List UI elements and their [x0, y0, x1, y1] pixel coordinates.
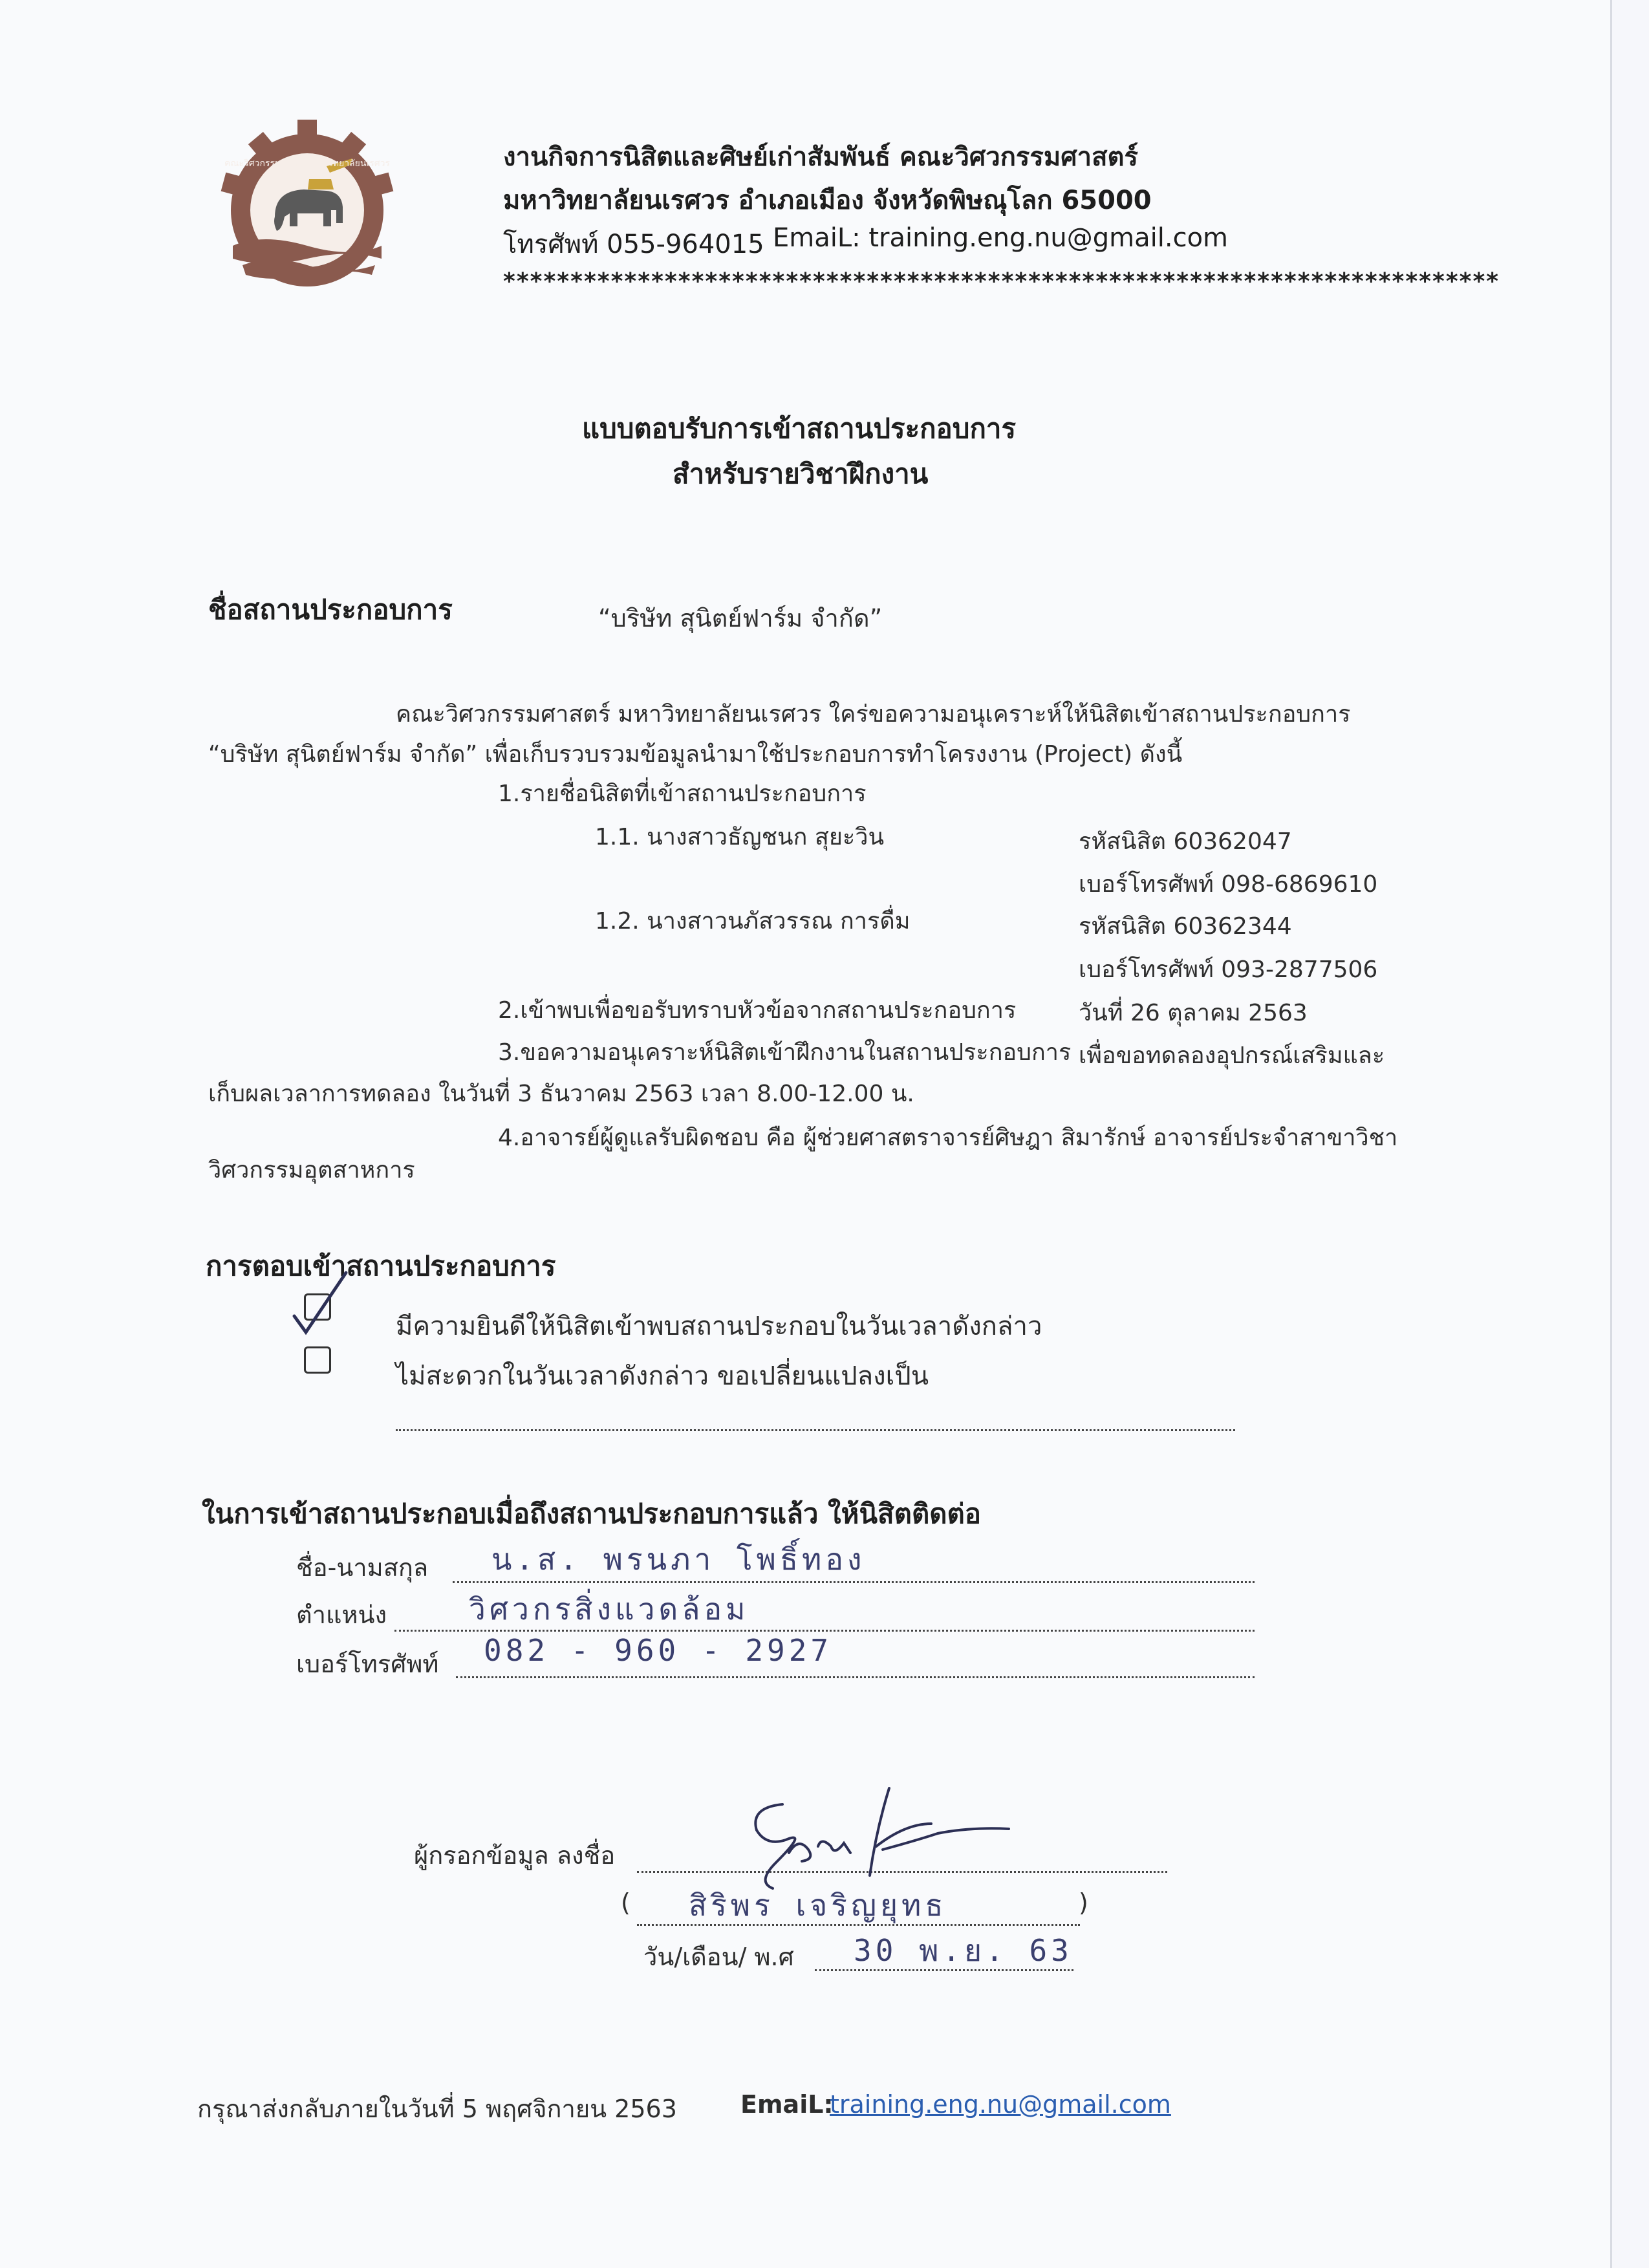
- contact-name-value[interactable]: น.ส. พรนภา โพธิ์ทอง: [491, 1542, 866, 1577]
- contact-position-value[interactable]: วิศวกรสิ่งแวดล้อม: [469, 1592, 749, 1626]
- date-label: วัน/เดือน/ พ.ศ: [643, 1943, 794, 1971]
- item2-date: วันที่ 26 ตุลาคม 2563: [1079, 1000, 1308, 1026]
- item4-text-a: 4.อาจารย์ผู้ดูแลรับผิดชอบ คือ ผู้ช่วยศาสตราจารย์ศิษฎา สิมารักษ์ อาจารย์ประจำสาขาวิชา: [498, 1125, 1398, 1151]
- option2-checkbox[interactable]: [304, 1346, 331, 1374]
- intro-line2: “บริษัท สุนิตย์ฟาร์ม จำกัด” เพื่อเก็บรวบรวมข้อมูลนำมาใช้ประกอบการทำโครงงาน (Project) ดังนี้: [208, 741, 1183, 768]
- intro-line1: คณะวิศวกรรมศาสตร์ มหาวิทยาลัยนเรศวร ใคร่ขอความอนุเคราะห์ให้นิสิตเข้าสถานประกอบการ: [396, 701, 1351, 728]
- footer-email-label: EmaiL:: [740, 2090, 834, 2119]
- gear-elephant-logo-icon: [213, 120, 401, 301]
- contact-phone-label: เบอร์โทรศัพท์: [296, 1650, 439, 1678]
- student1-name: 1.1. นางสาวธัญชนก สุยะวิน: [595, 824, 885, 850]
- student2-name: 1.2. นางสาวนภัสวรรณ การดื่ม: [595, 908, 911, 934]
- form-subtitle: สำหรับรายวิชาฝึกงาน: [673, 458, 929, 490]
- option2-label: ไม่สะดวกในวันเวลาดังกล่าว ขอเปลี่ยนแปลงเป็น: [396, 1361, 929, 1391]
- option2-fill-line[interactable]: [396, 1429, 1235, 1431]
- item4-text-b: วิศวกรรมอุตสาหการ: [208, 1157, 415, 1183]
- student2-id: รหัสนิสิต 60362344: [1079, 913, 1292, 940]
- student1-phone: เบอร์โทรศัพท์ 098-6869610: [1079, 871, 1378, 898]
- contact-heading: ในการเข้าสถานประกอบเมื่อถึงสถานประกอบการแล้ว ให้นิสิตติดต่อ: [202, 1498, 981, 1529]
- printed-name-value[interactable]: สิริพร เจริญยุทธ: [689, 1888, 947, 1923]
- item3-text-c: เก็บผลเวลาการทดลอง ในวันที่ 3 ธันวาคม 2563 เวลา 8.00-12.00 น.: [208, 1081, 914, 1107]
- form-title: แบบตอบรับการเข้าสถานประกอบการ: [582, 413, 1017, 444]
- header-line1: งานกิจการนิสิตและศิษย์เก่าสัมพันธ์ คณะวิศวกรรมศาสตร์: [503, 142, 1138, 172]
- item3-text-b: เพื่อขอทดลองอุปกรณ์เสริมและ: [1079, 1042, 1385, 1069]
- header-divider-stars: **************************************************************************: [503, 268, 1500, 295]
- contact-name-label: ชื่อ-นามสกุล: [296, 1553, 429, 1582]
- checkmark-icon: [288, 1268, 352, 1345]
- header-line2: มหาวิทยาลัยนเรศวร อำเภอเมือง จังหวัดพิษณุโลก 65000: [503, 186, 1152, 215]
- option1-label: มีความยินดีให้นิสิตเข้าพบสถานประกอบในวันเวลาดังกล่าว: [396, 1312, 1042, 1341]
- item3-text-a: 3.ขอความอนุเคราะห์นิสิตเข้าฝึกงานในสถานประกอบการ: [498, 1039, 1072, 1066]
- establishment-label: ชื่อสถานประกอบการ: [208, 594, 453, 625]
- header-email: EmaiL: training.eng.nu@gmail.com: [773, 223, 1229, 253]
- faculty-logo: [213, 120, 401, 301]
- logo-text: คณะวิศวกรรมศาสตร์ มหาวิทยาลัยนเรศวร: [224, 158, 390, 169]
- footer-email-link[interactable]: training.eng.nu@gmail.com: [830, 2090, 1171, 2119]
- signature-open-paren: (: [621, 1888, 630, 1917]
- contact-position-label: ตำแหน่ง: [296, 1601, 387, 1629]
- date-value[interactable]: 30 พ.ย. 63: [854, 1933, 1073, 1968]
- footer-deadline: กรุณาส่งกลับภายในวันที่ 5 พฤศจิกายน 2563: [197, 2095, 677, 2123]
- header-phone: โทรศัพท์ 055-964015: [503, 230, 764, 259]
- contact-phone-line: [456, 1676, 1255, 1678]
- response-heading: การตอบเข้าสถานประกอบการ: [206, 1250, 556, 1282]
- student1-id: รหัสนิสิต 60362047: [1079, 828, 1292, 855]
- item2-text: 2.เข้าพบเพื่อขอรับทราบหัวข้อจากสถานประกอบการ: [498, 997, 1017, 1024]
- establishment-name: “บริษัท สุนิตย์ฟาร์ม จำกัด”: [598, 604, 883, 632]
- contact-phone-value[interactable]: 082 - 960 - 2927: [484, 1633, 833, 1668]
- handwritten-signature-icon: [737, 1785, 1022, 1895]
- signature-label: ผู้กรอกข้อมูล ลงชื่อ: [414, 1841, 616, 1870]
- item1-heading: 1.รายชื่อนิสิตที่เข้าสถานประกอบการ: [498, 781, 867, 807]
- student2-phone: เบอร์โทรศัพท์ 093-2877506: [1079, 956, 1378, 983]
- signature-close-paren: ): [1079, 1888, 1088, 1917]
